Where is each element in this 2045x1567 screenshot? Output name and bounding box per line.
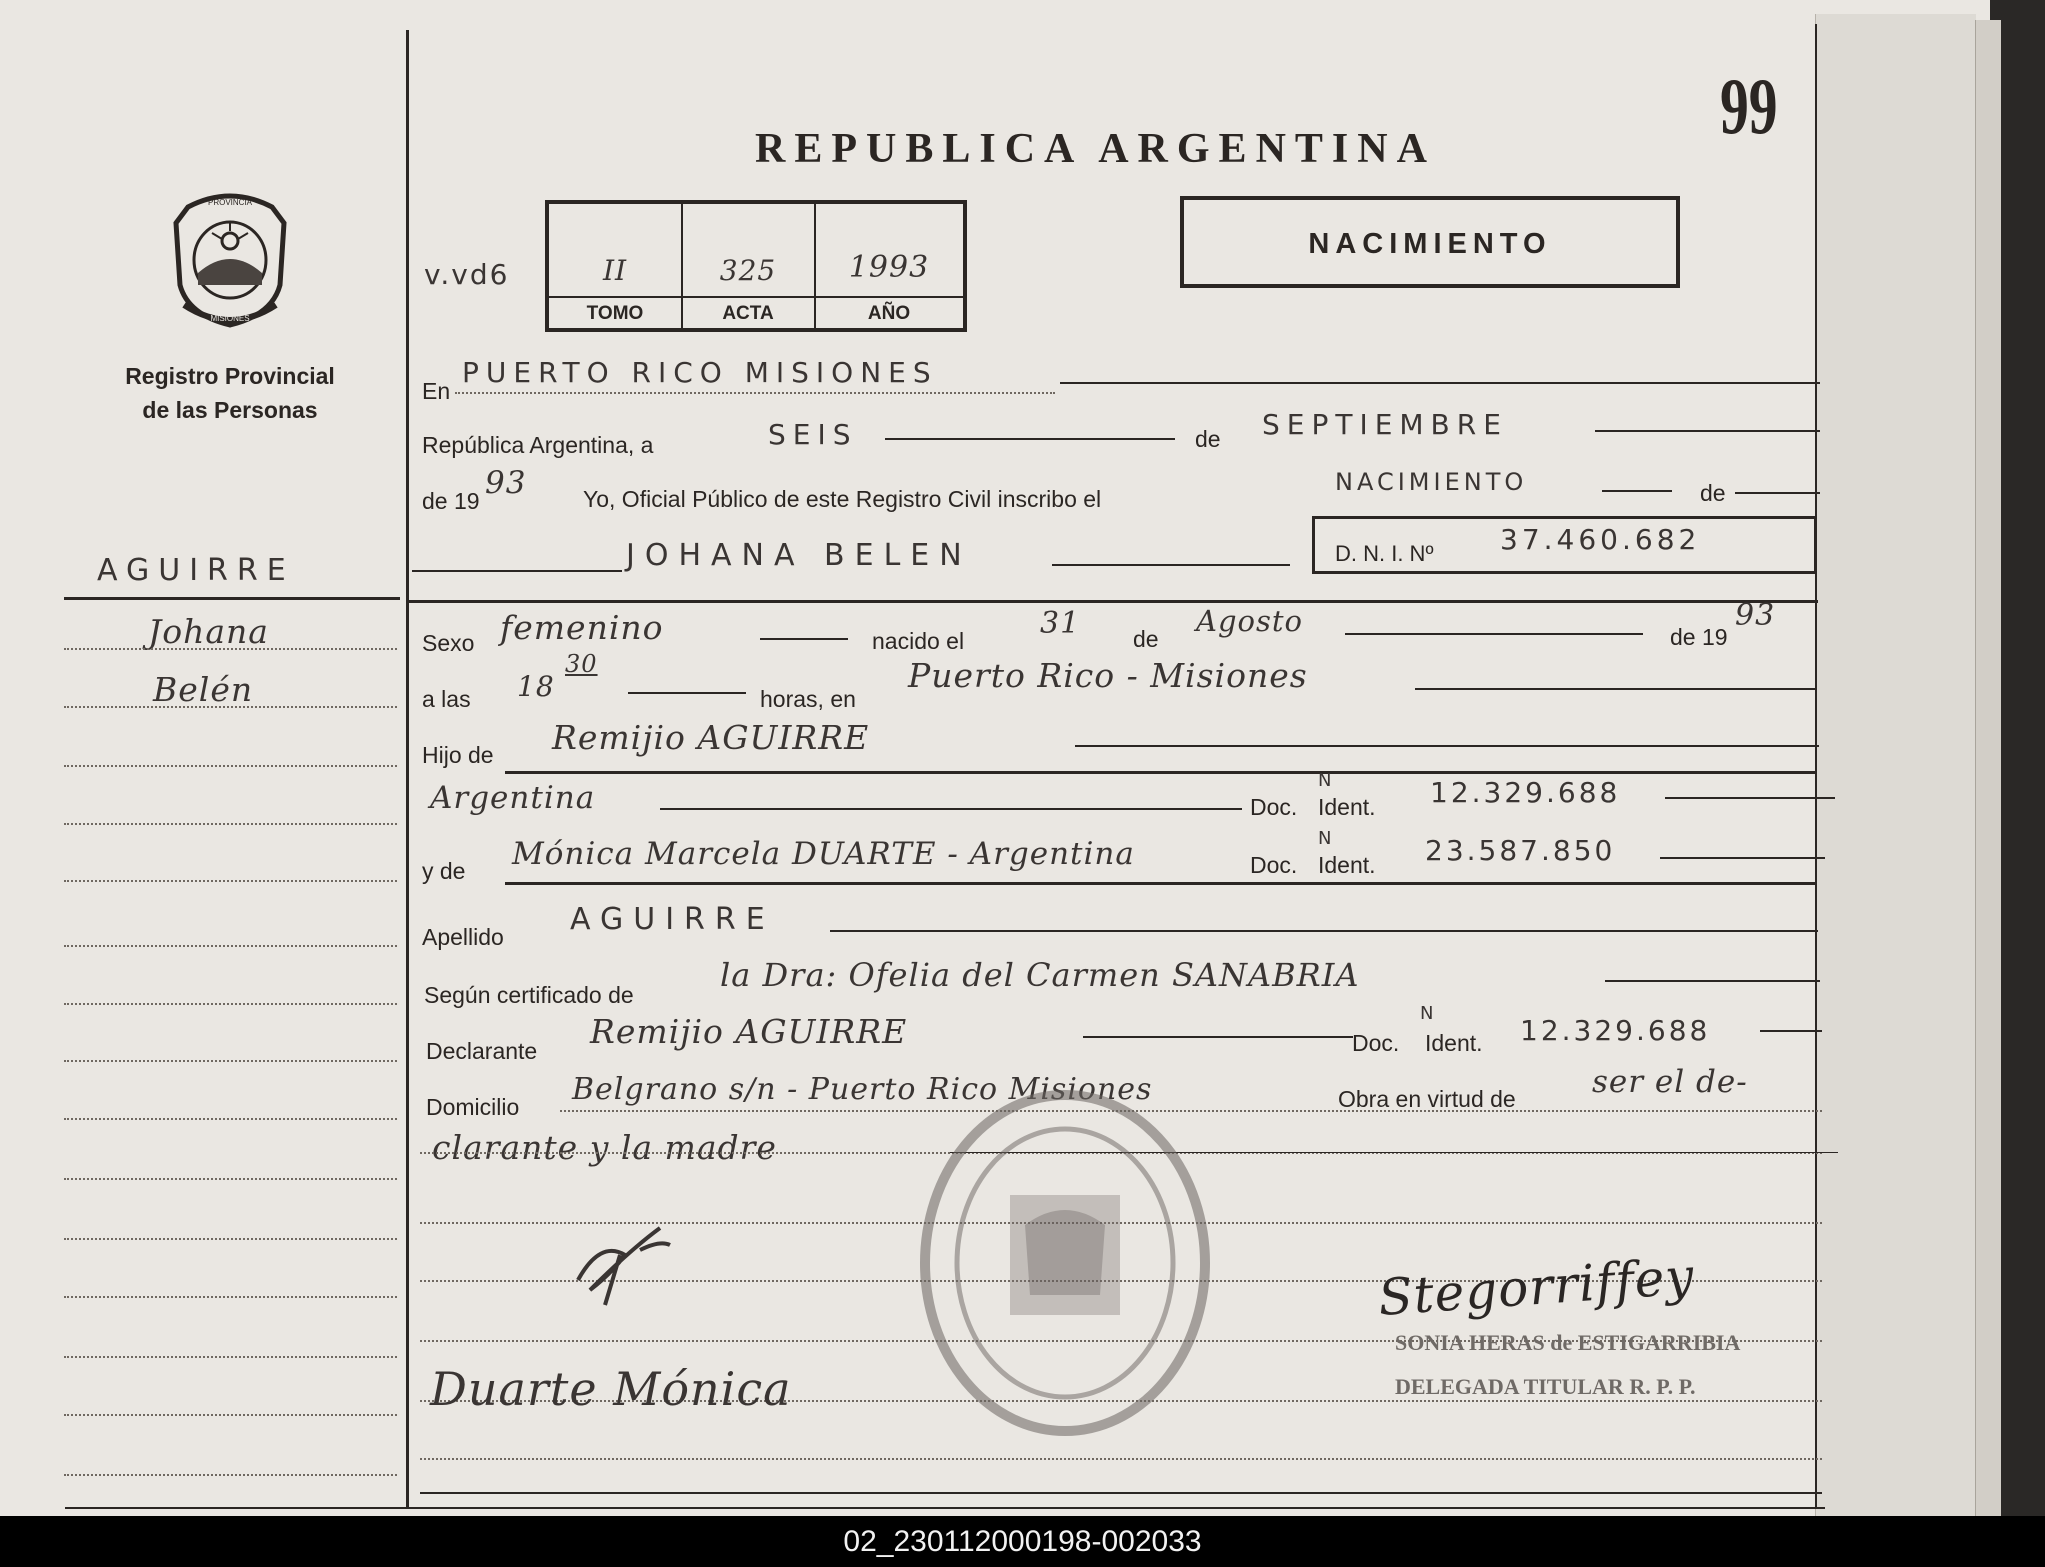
ident-label: Ident. [1318, 794, 1376, 820]
page-number: 99 [1720, 63, 1778, 151]
n-mark: N [1318, 770, 1332, 791]
de-label-3: de [1133, 626, 1159, 652]
apellido-label: Apellido [422, 924, 504, 950]
fill-line [505, 771, 1815, 774]
margin-first-name: Johana [148, 612, 269, 651]
margin-rule [64, 1474, 397, 1476]
official-signature: Stegorriffey [1376, 1247, 1697, 1327]
month-value: SEPTIEMBRE [1262, 408, 1508, 441]
declarante-value: Remijio AGUIRRE [590, 1012, 908, 1051]
fill-line [628, 692, 746, 694]
fill-line [1052, 564, 1290, 566]
fill-line [1345, 633, 1643, 635]
en-label: En [422, 378, 451, 404]
provincial-seal-icon [160, 185, 300, 335]
registrar-initials-signature-icon [570, 1220, 680, 1310]
margin-second-name: Belén [153, 670, 254, 709]
birth-month: Agosto [1196, 604, 1303, 638]
binder-edge [1975, 20, 2001, 1516]
anio-value: 1993 [848, 250, 930, 285]
margin-rule [64, 1356, 397, 1358]
hijo-label: Hijo de [422, 742, 494, 768]
sexo-value: femenino [500, 608, 664, 647]
domicilio-value: Belgrano s/n - Puerto Rico Misiones [572, 1072, 1153, 1107]
margin-rule [64, 1414, 397, 1416]
birth-year-prefix: de 19 [1670, 624, 1728, 650]
dotted-line [455, 392, 1055, 394]
child-name: JOHANA BELEN [626, 538, 972, 573]
republica-label: República Argentina, a [422, 432, 654, 458]
official-stamp-line1: SONIA HERAS de ESTIGARRIBIA [1395, 1330, 1741, 1355]
birth-day: 31 [1040, 606, 1081, 641]
declarante-label: Declarante [426, 1038, 538, 1064]
year-suffix: 93 [485, 465, 527, 501]
obra-value-1: ser el de- [1592, 1064, 1748, 1100]
act-type-title: NACIMIENTO [1308, 228, 1552, 260]
fill-line [1665, 797, 1835, 799]
act-type-box [1180, 196, 1680, 288]
de-label: de [1195, 426, 1221, 452]
nacido-label: nacido el [872, 628, 965, 654]
official-round-stamp-icon [915, 1085, 1215, 1440]
margin-surname: AGUIRRE [97, 553, 295, 588]
fill-line [760, 638, 848, 640]
left-column-divider [406, 30, 409, 1508]
fill-line [830, 930, 1818, 932]
fill-line [412, 570, 622, 572]
acta-label: ACTA [722, 303, 774, 324]
tomo-label: TOMO [586, 303, 644, 324]
fill-line [1415, 688, 1815, 690]
anio-label: AÑO [867, 303, 911, 324]
margin-rule [64, 945, 397, 947]
margin-rule [64, 1178, 397, 1180]
birth-hour: 18 [517, 670, 555, 703]
acta-value: 325 [719, 254, 777, 287]
domicilio-label: Domicilio [426, 1094, 520, 1120]
dotted-line [420, 1458, 1822, 1460]
fill-line [1735, 492, 1820, 494]
father-name: Remijio AGUIRRE [552, 718, 870, 757]
margin-rule [64, 648, 397, 650]
fill-line [1660, 857, 1825, 859]
margin-rule [64, 1003, 397, 1005]
mother-name: Mónica Marcela DUARTE - Argentina [512, 836, 1135, 872]
birth-place: Puerto Rico - Misiones [908, 656, 1308, 695]
doc-label: Doc. [1250, 794, 1298, 820]
fill-line [505, 882, 1815, 885]
n-mark: N [1420, 1003, 1434, 1024]
sexo-label: Sexo [422, 630, 475, 656]
n-mark: N [1318, 828, 1332, 849]
mother-doc: 23.587.850 [1425, 834, 1616, 867]
registrar-text: Yo, Oficial Público de este Registro Civil inscribo el [583, 486, 1102, 512]
birth-minutes: 30 [565, 650, 598, 678]
day-value: SEIS [768, 418, 858, 451]
certificate-value: la Dra: Ofelia del Carmen SANABRIA [720, 956, 1360, 994]
fill-line [1605, 980, 1820, 982]
ident-label: Ident. [1425, 1030, 1483, 1056]
obra-value-2: clarante y la madre [432, 1128, 777, 1167]
act-value: NACIMIENTO [1335, 468, 1528, 496]
dni-label: D. N. I. Nº [1335, 541, 1434, 566]
fill-line [660, 808, 1242, 810]
seal-top-text: PROVINCIA [207, 198, 253, 207]
registry-name-line1: Registro Provincial [125, 363, 335, 389]
dni-value: 37.460.682 [1500, 523, 1701, 556]
doc-label: Doc. [1352, 1030, 1400, 1056]
margin-rule [64, 765, 397, 767]
index-box [545, 200, 967, 332]
official-stamp-line2: DELEGADA TITULAR R. P. P. [1395, 1374, 1696, 1399]
registry-name-line2: de las Personas [142, 397, 318, 423]
declarante-doc: 12.329.688 [1520, 1014, 1711, 1047]
fill-line [885, 438, 1175, 440]
ident-label: Ident. [1318, 852, 1376, 878]
margin-surname-rule [64, 597, 400, 600]
dni-box [1312, 516, 1817, 574]
fill-line [1083, 1036, 1353, 1038]
mother-signature: Duarte Mónica [430, 1362, 792, 1416]
obra-label: Obra en virtud de [1338, 1086, 1516, 1112]
margin-rule [64, 1118, 397, 1120]
margin-rule [64, 880, 397, 882]
year-prefix: de 19 [422, 488, 480, 514]
file-id-caption: 02_230112000198-002033 [0, 1516, 2045, 1567]
margin-rule [64, 706, 397, 708]
next-page-edge [1815, 14, 1976, 1516]
father-nationality: Argentina [430, 780, 596, 816]
father-doc: 12.329.688 [1430, 776, 1621, 809]
country-title: REPUBLICA ARGENTINA [755, 126, 1436, 172]
birth-year-suffix: 93 [1735, 598, 1776, 633]
alas-label: a las [422, 686, 471, 712]
horas-label: horas, en [760, 686, 856, 712]
margin-rule [64, 823, 397, 825]
yde-label: y de [422, 858, 466, 884]
index-prefix: v.vd6 [424, 258, 510, 291]
doc-label: Doc. [1250, 852, 1298, 878]
margin-rule [64, 1296, 397, 1298]
fill-line [1060, 382, 1820, 384]
margin-rule [64, 1060, 397, 1062]
bottom-border [65, 1507, 1825, 1509]
fill-line [420, 1492, 1822, 1494]
fill-line [1760, 1030, 1822, 1032]
fill-line [1602, 490, 1672, 492]
margin-rule [64, 1238, 397, 1240]
right-border [1815, 24, 1817, 1508]
section-divider [408, 600, 1818, 603]
seal-bottom-text: MISIONES [210, 314, 250, 323]
place-value: PUERTO RICO MISIONES [462, 356, 938, 389]
tomo-value: II [602, 254, 628, 287]
segun-label: Según certificado de [424, 982, 634, 1008]
fill-line [1595, 430, 1820, 432]
apellido-value: AGUIRRE [570, 902, 775, 937]
de-label-2: de [1700, 480, 1726, 506]
fill-line [1075, 745, 1819, 747]
